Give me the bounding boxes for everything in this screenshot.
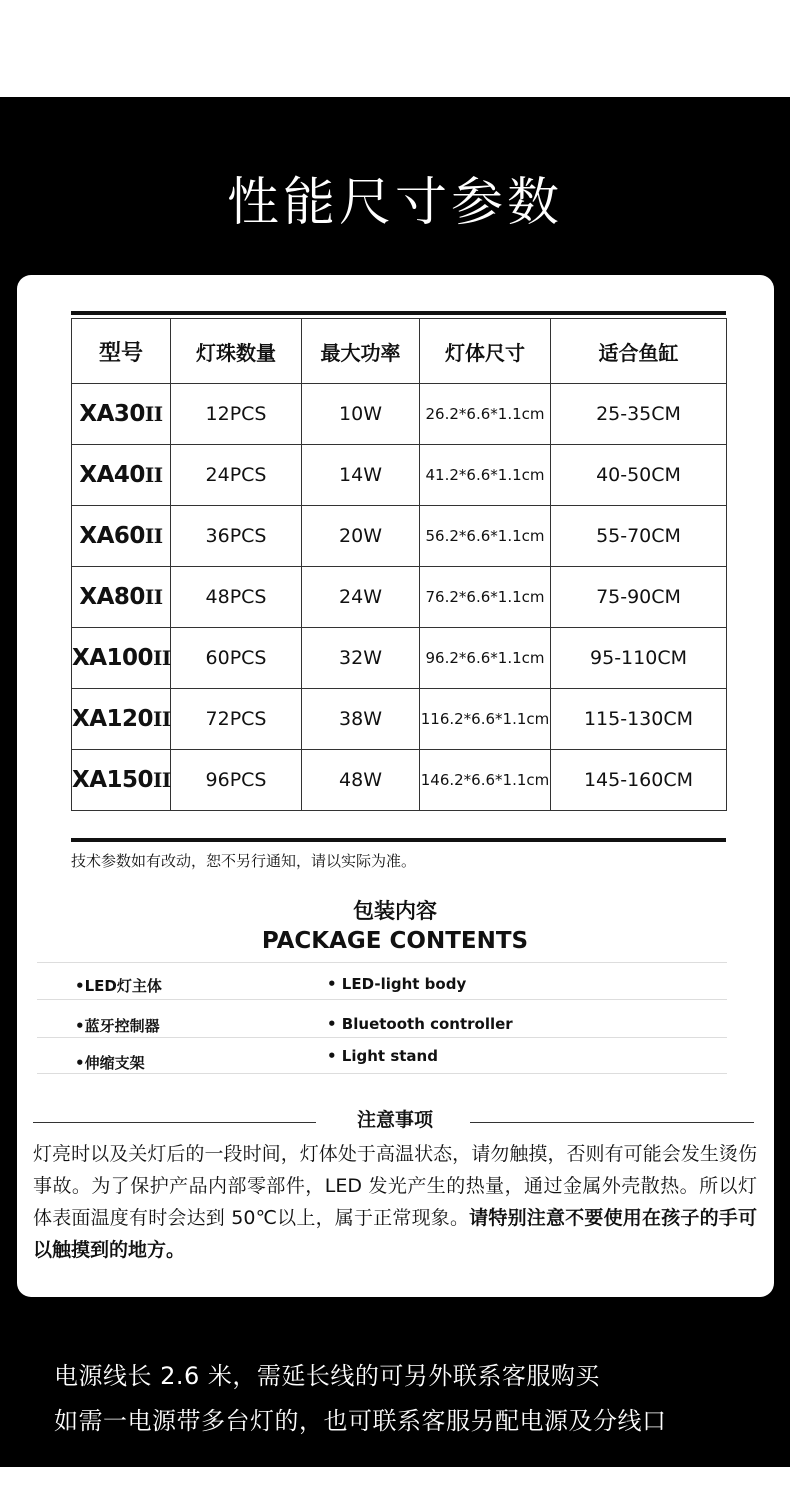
power-cell: 38W [302,689,420,750]
spec-disclaimer: 技术参数如有改动，恕不另行通知，请以实际为准。 [71,852,417,870]
tank-cell: 115-130CM [551,689,727,750]
footer-line-1: 电源线长 2.6 米，需延长线的可另外联系客服购买 [54,1362,600,1390]
tank-cell: 25-35CM [551,384,727,445]
top-margin [0,0,790,97]
notice-emphasis: 请特别注意不要使用在孩子的手可以触摸到的地方。 [33,1207,757,1261]
notice-paragraph: 灯亮时以及关灯后的一段时间，灯体处于高温状态，请勿触摸，否则有可能会发生烫伤事故。为了保护产品内部零部件，LED 发光产生的热量，通过金属外壳散热。所以灯体表面温度有时会达到 50℃以上，属于正常现象。 [33,1143,757,1229]
led-count-cell: 72PCS [171,689,302,750]
package-divider [37,999,727,1000]
table-row [72,628,727,689]
power-cell: 10W [302,384,420,445]
model-suffix: II [153,768,171,792]
tank-cell: 75-90CM [551,567,727,628]
led-count-cell: 96PCS [171,750,302,811]
power-cell: 14W [302,445,420,506]
model-name: XA100 [72,645,154,671]
package-item-en: • LED-light body [327,975,467,993]
tank-cell: 95-110CM [551,628,727,689]
tank-cell: 40-50CM [551,445,727,506]
package-divider [37,962,727,963]
package-divider [37,1037,727,1038]
power-cell: 48W [302,750,420,811]
model-name: XA30 [79,401,145,427]
tank-cell: 145-160CM [551,750,727,811]
size-cell: 76.2*6.6*1.1cm [420,567,551,628]
spec-table [71,318,727,811]
table-row [72,506,727,567]
package-item-en: • Bluetooth controller [327,1015,513,1033]
power-cell: 24W [302,567,420,628]
model-suffix: II [144,463,163,487]
model-cell [72,567,171,628]
size-cell: 41.2*6.6*1.1cm [420,445,551,506]
size-cell: 116.2*6.6*1.1cm [420,689,551,750]
model-name: XA40 [79,462,145,488]
table-row [72,689,727,750]
page-title: 性能尺寸参数 [226,173,563,233]
model-name: XA80 [79,584,145,610]
table-row [72,445,727,506]
power-cell: 32W [302,628,420,689]
size-cell: 96.2*6.6*1.1cm [420,628,551,689]
package-item-cn: •LED灯主体 [75,977,162,995]
led-count-cell: 48PCS [171,567,302,628]
model-cell [72,628,171,689]
led-count-cell: 60PCS [171,628,302,689]
led-count-cell: 24PCS [171,445,302,506]
model-suffix: II [153,646,171,670]
table-bottom-rule [71,838,726,842]
model-name: XA60 [79,523,145,549]
header-led-count: 灯珠数量 [171,319,302,384]
table-top-rule [71,311,726,315]
footer-line-2: 如需一电源带多台灯的，也可联系客服另配电源及分线口 [54,1407,667,1435]
package-item-cn: •伸缩支架 [75,1054,145,1072]
model-cell [72,384,171,445]
package-title-cn: 包装内容 [353,899,437,923]
model-cell [72,750,171,811]
power-cell: 20W [302,506,420,567]
package-title-en: PACKAGE CONTENTS [261,928,529,954]
bottom-margin [0,1467,790,1509]
model-cell [72,689,171,750]
spec-header-row [72,319,727,384]
led-count-cell: 36PCS [171,506,302,567]
package-item-en: • Light stand [327,1047,438,1065]
header-max-power: 最大功率 [302,319,420,384]
model-suffix: II [144,524,163,548]
header-model: 型号 [72,319,171,384]
model-cell [72,506,171,567]
led-count-cell: 12PCS [171,384,302,445]
size-cell: 56.2*6.6*1.1cm [420,506,551,567]
model-suffix: II [144,402,163,426]
table-row [72,384,727,445]
package-divider [37,1073,727,1074]
model-name: XA150 [72,767,154,793]
header-tank-size: 适合鱼缸 [551,319,727,384]
header-body-size: 灯体尺寸 [420,319,551,384]
package-item-cn: •蓝牙控制器 [75,1017,160,1035]
model-cell [72,445,171,506]
size-cell: 146.2*6.6*1.1cm [420,750,551,811]
table-row [72,567,727,628]
table-row [72,750,727,811]
notice-rule-right [470,1122,754,1123]
notice-text [33,1138,757,1266]
model-suffix: II [144,585,163,609]
tank-cell: 55-70CM [551,506,727,567]
size-cell: 26.2*6.6*1.1cm [420,384,551,445]
model-name: XA120 [72,706,154,732]
notice-title: 注意事项 [356,1109,433,1131]
model-suffix: II [153,707,171,731]
